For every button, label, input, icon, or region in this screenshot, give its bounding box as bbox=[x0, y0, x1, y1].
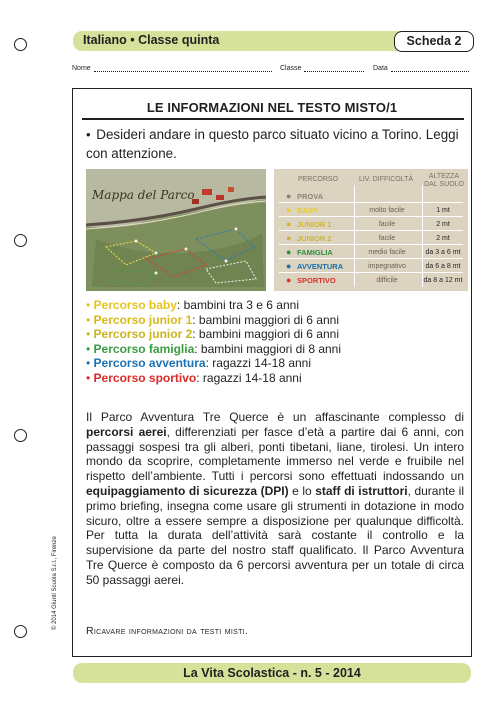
list-item: • Percorso junior 2: bambini maggiori di 6 anni bbox=[86, 327, 339, 342]
list-item: • Percorso sportivo: ragazzi 14-18 anni bbox=[86, 370, 302, 385]
route-list bbox=[86, 298, 466, 386]
route-dot-icon: ● bbox=[286, 191, 292, 201]
bullet-icon: • bbox=[86, 327, 91, 342]
date-field[interactable] bbox=[373, 65, 469, 72]
routes-table bbox=[274, 169, 468, 291]
table-row: ● AVVENTURA impegnativo da 6 a 8 mt bbox=[286, 261, 461, 271]
bullet-icon: • bbox=[86, 370, 91, 385]
binder-hole-4 bbox=[14, 625, 27, 638]
route-dot-icon: ● bbox=[286, 261, 292, 271]
footer-bar: La Vita Scolastica - n. 5 - 2014 bbox=[73, 663, 471, 683]
park-map-image bbox=[86, 169, 266, 291]
name-label: Nome bbox=[72, 65, 91, 72]
table-row: ● BABY molto facile 1 mt bbox=[286, 205, 450, 215]
binder-hole-2 bbox=[14, 234, 27, 247]
table-row: ● SPORTIVO difficile da 8 a 12 mt bbox=[286, 275, 463, 285]
list-item: • Percorso junior 1: bambini maggiori di 6 anni bbox=[86, 312, 339, 327]
route-dot-icon: ● bbox=[286, 233, 292, 243]
page-title: LE INFORMAZIONI NEL TESTO MISTO/1 bbox=[146, 100, 398, 115]
intro-text bbox=[86, 125, 466, 163]
col-header-difficulty: LIV. DIFFICOLTÀ bbox=[358, 176, 414, 183]
copyright-text: © 2014 Giunti Scuola S.r.l., Firenze bbox=[52, 536, 58, 630]
date-label: Data bbox=[373, 65, 388, 72]
table-row: ● FAMIGLIA medio facile da 3 a 6 mt bbox=[286, 247, 461, 257]
body-paragraph: Il Parco Avventura Tre Querce è un affascinante complesso di percorsi aerei, differenziati per fasce d’età a partire dai 6 anni, con passaggi sospesi tra gli alberi, ponti tibetani, liane, tirolesi. Un intero mondo da scoprire, completamente immerso nel verde e fruibile nel rispetto dell’ambiente. Tutti i percorsi sono effettuati indossando un equipaggiamento di sicurezza (DPI) e lo staff di istruttori, durante il primo briefing, insegna come usare gli strumenti in dotazione in modo sicuro, oltre a essere sempre a disposizione per qualunque difficoltà. Per tutta la durata dell’attività sarà costante il controllo e la supervisione da parte del nostro staff qualificato. Il Parco Avventura Tre Querce è composto da 6 percorsi avventura per un totale di circa 50 passaggi aerei. bbox=[86, 410, 465, 587]
intro-sentence: Desideri andare in questo parco situato vicino a Torino. Leggi con attenzione. bbox=[86, 127, 459, 161]
subject-label: Italiano • Classe quinta bbox=[83, 33, 220, 47]
bullet-icon: • bbox=[86, 312, 91, 327]
col-header-route: PERCORSO bbox=[297, 176, 339, 183]
binder-hole-3 bbox=[14, 429, 27, 442]
table-row: ● PROVA bbox=[286, 191, 324, 201]
sheet-badge: Scheda 2 bbox=[394, 31, 474, 52]
route-dot-icon: ● bbox=[286, 205, 292, 215]
route-dot-icon: ● bbox=[286, 275, 292, 285]
binder-hole-1 bbox=[14, 38, 27, 51]
bullet-icon: • bbox=[86, 341, 91, 356]
class-field[interactable] bbox=[280, 65, 364, 72]
class-label: Classe bbox=[280, 65, 302, 72]
bullet-icon: • bbox=[86, 298, 91, 312]
name-field[interactable] bbox=[72, 65, 272, 72]
map-title: Mappa del Parco bbox=[92, 188, 195, 202]
table-row: ● JUNIOR 1 facile 2 mt bbox=[286, 219, 450, 229]
student-fields bbox=[72, 65, 472, 77]
title-underline bbox=[82, 118, 464, 120]
route-dot-icon: ● bbox=[286, 219, 292, 229]
table-row: ● JUNIOR 2 facile 2 mt bbox=[286, 233, 450, 243]
list-item: • Percorso baby: bambini tra 3 e 6 anni bbox=[86, 298, 299, 312]
bullet-icon: • bbox=[86, 127, 91, 142]
route-dot-icon: ● bbox=[286, 247, 292, 257]
task-label: Ricavare informazioni da testi misti. bbox=[86, 625, 249, 637]
list-item: • Percorso famiglia: bambini maggiori di 8 anni bbox=[86, 341, 342, 356]
col-header-height: ALTEZZA DAL SUOLO bbox=[424, 173, 464, 188]
list-item: • Percorso avventura: ragazzi 14-18 anni bbox=[86, 356, 312, 371]
bullet-icon: • bbox=[86, 356, 91, 371]
